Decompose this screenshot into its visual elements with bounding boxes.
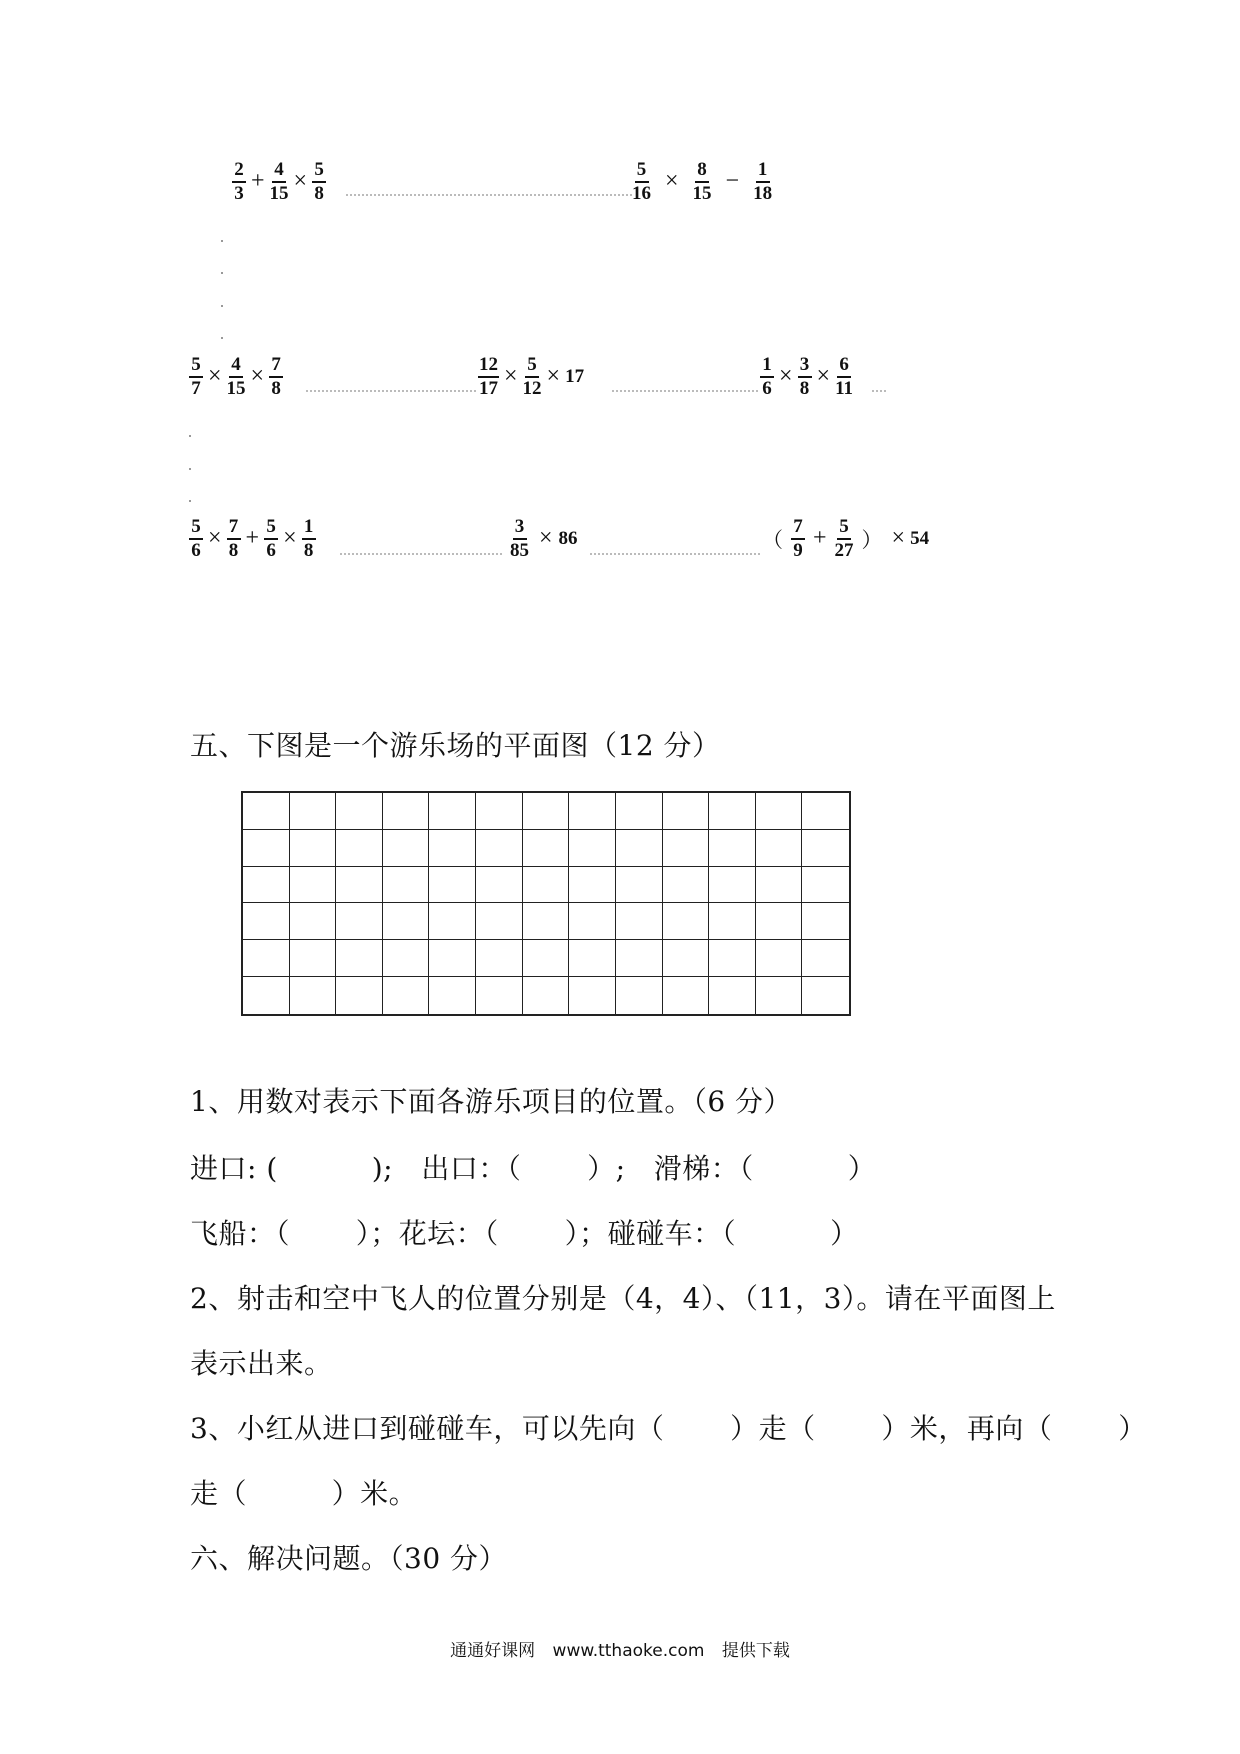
grid-cell — [383, 830, 430, 867]
fraction — [632, 160, 651, 204]
operator: × — [250, 363, 265, 390]
fraction — [510, 517, 529, 561]
numerator: 5 — [189, 517, 203, 540]
denominator: 17 — [479, 377, 498, 399]
dot-mark — [221, 305, 223, 307]
grid-cell — [756, 977, 803, 1014]
grid-cell — [290, 867, 337, 904]
grid-cell — [336, 977, 383, 1014]
grid-cell — [476, 940, 523, 977]
grid-cell — [336, 903, 383, 940]
denominator: 6 — [191, 539, 201, 561]
footer — [0, 1636, 1240, 1661]
numerator: 7 — [791, 517, 805, 540]
integer: 17 — [565, 365, 585, 387]
fraction — [760, 355, 774, 399]
grid-cell — [429, 977, 476, 1014]
fraction — [189, 517, 203, 561]
dot-mark — [189, 468, 191, 470]
grid-cell — [802, 940, 849, 977]
question-1-answers-line-2: 飞船：（ ）；花坛：（ ）；碰碰车：（ ） — [190, 1217, 859, 1250]
question-3-line-2: 走（ ）米。 — [190, 1477, 418, 1510]
denominator: 12 — [522, 377, 542, 399]
grid-cell — [663, 867, 710, 904]
expression-r2-1 — [187, 355, 285, 399]
numerator: 1 — [302, 517, 316, 540]
grid-cell — [476, 793, 523, 830]
denominator: 8 — [314, 182, 324, 204]
grid-cell — [663, 940, 710, 977]
operator: × — [208, 363, 222, 390]
expression-r1-1 — [230, 160, 328, 204]
grid-cell — [383, 940, 430, 977]
denominator: 8 — [303, 539, 314, 561]
grid-cell — [802, 830, 849, 867]
numerator: 5 — [189, 355, 203, 378]
grid-cell — [616, 940, 663, 977]
section-6-heading: 六、解决问题。（30 分） — [190, 1542, 508, 1575]
expression-r1-2 — [630, 160, 774, 204]
numerator: 3 — [798, 355, 812, 378]
grid-cell — [429, 903, 476, 940]
grid-cell — [476, 830, 523, 867]
dotted-leader — [340, 553, 502, 555]
numerator: 5 — [312, 160, 326, 183]
grid-cell — [290, 830, 337, 867]
operator: × — [665, 168, 679, 195]
fraction — [791, 517, 805, 561]
dot-mark — [189, 500, 191, 502]
grid-cell — [616, 903, 663, 940]
operator: × — [891, 525, 906, 552]
question-1-prompt: 1、用数对表示下面各游乐项目的位置。（6 分） — [190, 1085, 793, 1118]
grid-cell — [336, 867, 383, 904]
footer-url[interactable]: www.tthaoke.com — [552, 1641, 705, 1661]
grid-cell — [383, 793, 430, 830]
grid-cell — [756, 830, 803, 867]
grid-cell — [523, 903, 570, 940]
dot-mark — [221, 337, 223, 339]
grid-cell — [523, 940, 570, 977]
grid-cell — [429, 793, 476, 830]
fraction — [835, 517, 854, 561]
grid-cell — [616, 977, 663, 1014]
numerator: 12 — [478, 355, 499, 378]
grid-cell — [336, 793, 383, 830]
numerator: 7 — [227, 517, 241, 540]
dotted-leader — [306, 390, 476, 392]
grid-cell — [243, 977, 290, 1014]
numerator: 5 — [525, 355, 539, 378]
grid-cell — [429, 867, 476, 904]
grid-cell — [476, 903, 523, 940]
footer-site-name: 通通好课网 — [450, 1641, 536, 1661]
numerator: 5 — [264, 517, 278, 540]
operator: + — [245, 525, 260, 552]
numerator: 3 — [513, 517, 527, 540]
grid-cell — [290, 977, 337, 1014]
expression-r2-2 — [476, 355, 586, 399]
section-5-heading: 五、下图是一个游乐场的平面图（12 分） — [190, 729, 721, 762]
operator: × — [208, 525, 222, 552]
fraction — [269, 355, 283, 399]
grid-cell — [709, 977, 756, 1014]
denominator: 3 — [234, 182, 244, 204]
denominator: 7 — [191, 377, 201, 399]
grid-cell — [802, 793, 849, 830]
integer: 54 — [910, 527, 930, 549]
fraction — [270, 160, 289, 204]
operator: − — [725, 168, 740, 195]
denominator: 15 — [269, 182, 289, 204]
fraction — [693, 160, 712, 204]
grid-cell — [709, 830, 756, 867]
grid-cell — [802, 977, 849, 1014]
numerator: 7 — [269, 355, 283, 378]
question-3-line-1: 3、小红从进口到碰碰车，可以先向（ ）走（ ）米，再向（ ） — [190, 1412, 1147, 1445]
grid-cell — [709, 793, 756, 830]
expression-r3-3 — [756, 517, 931, 561]
grid-cell — [523, 830, 570, 867]
grid-cell — [243, 793, 290, 830]
dot-mark — [221, 240, 223, 242]
grid-cell — [663, 977, 710, 1014]
denominator: 16 — [632, 182, 651, 204]
grid-cell — [290, 793, 337, 830]
right-paren: ） — [861, 527, 883, 552]
grid-cell — [616, 793, 663, 830]
amusement-park-grid — [241, 791, 851, 1016]
fraction — [835, 355, 853, 399]
grid-cell — [476, 977, 523, 1014]
fraction — [302, 517, 316, 561]
grid-cell — [290, 903, 337, 940]
grid-cell — [243, 940, 290, 977]
left-paren: （ — [762, 527, 783, 552]
dotted-leader — [872, 390, 886, 392]
denominator: 18 — [753, 182, 773, 204]
grid-cell — [756, 903, 803, 940]
dotted-leader — [590, 553, 760, 555]
grid-cell — [709, 940, 756, 977]
grid-cell — [802, 867, 849, 904]
fraction — [227, 517, 241, 561]
expression-r2-3 — [758, 355, 855, 399]
numerator: 5 — [837, 517, 851, 540]
numerator: 5 — [635, 160, 649, 183]
operator: × — [504, 363, 518, 390]
denominator: 27 — [834, 539, 854, 561]
grid-cell — [336, 940, 383, 977]
denominator: 6 — [266, 539, 276, 561]
fraction — [312, 160, 326, 204]
denominator: 9 — [793, 539, 803, 561]
fraction — [753, 160, 772, 204]
numerator: 1 — [760, 355, 774, 378]
denominator: 11 — [835, 377, 854, 399]
footer-note: 提供下载 — [721, 1641, 790, 1661]
numerator: 2 — [232, 160, 246, 183]
grid-cell — [383, 903, 430, 940]
fraction — [798, 355, 812, 399]
grid-cell — [429, 830, 476, 867]
grid-cell — [709, 903, 756, 940]
dotted-leader — [612, 390, 758, 392]
numerator: 4 — [229, 355, 243, 378]
numerator: 1 — [756, 160, 770, 183]
question-1-answers-line-1: 进口: ( ); 出口：（ ）; 滑梯：（ ） — [190, 1152, 877, 1185]
grid-cell — [523, 867, 570, 904]
integer: 86 — [558, 527, 578, 549]
grid-cell — [663, 793, 710, 830]
grid-cell — [756, 940, 803, 977]
operator: × — [283, 525, 297, 552]
grid-cell — [756, 867, 803, 904]
grid-cell — [663, 903, 710, 940]
operator: + — [813, 525, 827, 552]
grid-cell — [709, 867, 756, 904]
operator: × — [779, 363, 793, 390]
fraction — [523, 355, 542, 399]
grid-cell — [569, 903, 616, 940]
dotted-leader — [346, 194, 632, 196]
denominator: 15 — [692, 182, 712, 204]
grid-cell — [663, 830, 710, 867]
expression-r3-1 — [187, 517, 318, 561]
operator: × — [816, 363, 831, 390]
denominator: 8 — [271, 377, 281, 399]
grid-cell — [476, 867, 523, 904]
denominator: 6 — [762, 377, 772, 399]
grid-cell — [569, 977, 616, 1014]
grid-cell — [523, 977, 570, 1014]
grid-cell — [569, 830, 616, 867]
grid-cell — [569, 940, 616, 977]
denominator: 8 — [228, 539, 239, 561]
grid-cell — [569, 793, 616, 830]
dot-mark — [221, 272, 223, 274]
grid-cell — [243, 903, 290, 940]
question-2-line-2: 表示出来。 — [190, 1347, 333, 1380]
grid-cell — [429, 940, 476, 977]
grid-cell — [336, 830, 383, 867]
grid-cell — [383, 867, 430, 904]
grid-cell — [290, 940, 337, 977]
fraction — [478, 355, 499, 399]
denominator: 15 — [226, 377, 246, 399]
operator: × — [546, 363, 561, 390]
dot-mark — [189, 435, 191, 437]
grid-cell — [569, 867, 616, 904]
question-2-line-1: 2、射击和空中飞人的位置分别是（4，4）、（11，3）。请在平面图上 — [190, 1282, 1056, 1315]
operator: + — [251, 168, 265, 195]
grid-cell — [243, 867, 290, 904]
operator: × — [539, 525, 553, 552]
numerator: 6 — [837, 355, 851, 378]
operator: × — [293, 168, 308, 195]
denominator: 8 — [799, 377, 810, 399]
fraction — [232, 160, 246, 204]
numerator: 8 — [695, 160, 709, 183]
grid-cell — [802, 903, 849, 940]
grid-cell — [383, 977, 430, 1014]
grid-cell — [523, 793, 570, 830]
numerator: 4 — [272, 160, 286, 183]
grid-cell — [243, 830, 290, 867]
denominator: 85 — [510, 539, 529, 561]
expression-r3-2 — [508, 517, 580, 561]
grid-cell — [756, 793, 803, 830]
fraction — [227, 355, 246, 399]
fraction — [189, 355, 203, 399]
fraction — [264, 517, 278, 561]
grid-cell — [616, 830, 663, 867]
grid-cell — [616, 867, 663, 904]
